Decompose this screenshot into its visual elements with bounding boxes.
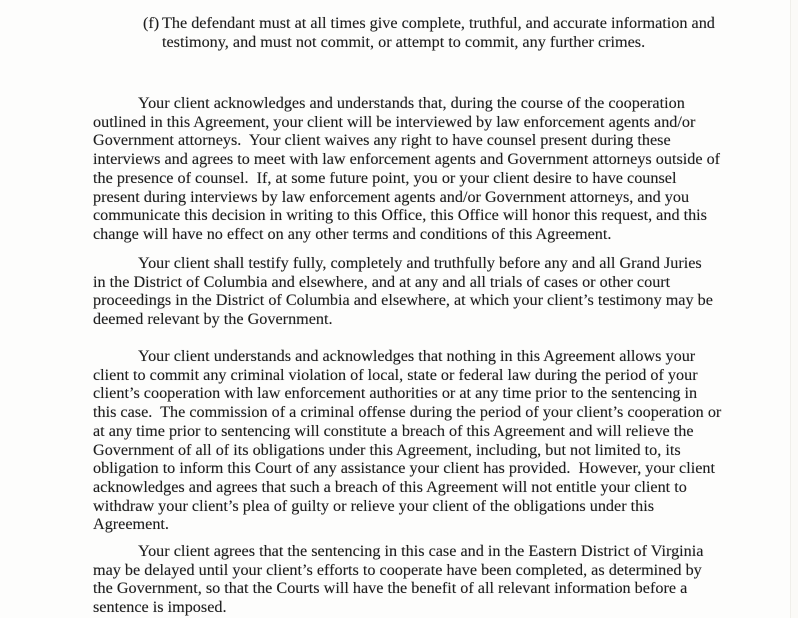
text-line: in the District of Columbia and elsewhere, and at any and all trials of cases or other court	[93, 272, 671, 291]
text-line: obligation to inform this Court of any assistance your client has provided. However, your client	[93, 459, 715, 478]
text-line: Your client understands and acknowledges that nothing in this Agreement allows your	[138, 347, 696, 365]
text-line: proceedings in the District of Columbia and elsewhere, at which your client’s testimony may be	[93, 291, 713, 310]
clause-f-text	[162, 14, 715, 51]
text-line: sentence is imposed.	[93, 598, 227, 617]
clause-f	[143, 14, 715, 51]
text-line: client to commit any criminal violation of local, state or federal law during the period of your	[93, 365, 698, 384]
paragraph-cooperation-interviews	[93, 94, 753, 244]
text-line: client’s cooperation with law enforcement authorities or at any time prior to the sentencing in	[93, 384, 698, 403]
paragraph-sentencing-delay	[93, 542, 753, 617]
text-line: interviews and agrees to meet with law enforcement agents and Government attorneys outside of	[93, 150, 721, 169]
text-line: the presence of counsel. If, at some future point, you or your client desire to have counsel	[93, 168, 677, 187]
text-line: may be delayed until your client’s efforts to cooperate have been completed, as determined by	[93, 560, 702, 579]
text-line: The defendant must at all times give complete, truthful, and accurate information and	[162, 14, 715, 32]
text-line: present during interviews by law enforcement agents and/or Government attorneys, and you	[93, 187, 690, 206]
text-line: deemed relevant by the Government.	[93, 310, 333, 329]
text-line: testimony, and must not commit, or attempt to commit, any further crimes.	[162, 32, 646, 51]
text-line: Your client acknowledges and understands that, during the course of the cooperation	[138, 94, 685, 112]
text-line: acknowledges and agrees that such a breach of this Agreement will not entitle your client to	[93, 477, 687, 496]
text-line: change will have no effect on any other terms and conditions of this Agreement.	[93, 224, 612, 243]
paragraph-breach-of-agreement	[93, 347, 753, 534]
clause-f-marker: (f)	[143, 14, 160, 32]
text-line: outlined in this Agreement, your client will be interviewed by law enforcement agents and/or	[93, 112, 696, 131]
paragraph-testify-grand-juries	[93, 254, 753, 329]
text-line: this case. The commission of a criminal offense during the period of your client’s cooperation or	[93, 403, 722, 422]
text-line: withdraw your client’s plea of guilty or relieve your client of the obligations under this	[93, 496, 655, 515]
scan-edge-artifact	[790, 0, 798, 618]
text-line: Your client shall testify fully, completely and truthfully before any and all Grand Juries	[138, 254, 702, 272]
text-line: at any time prior to sentencing will constitute a breach of this Agreement and will relieve the	[93, 421, 694, 440]
text-line: Government of all of its obligations under this Agreement, including, but not limited to, its	[93, 440, 681, 459]
text-line: communicate this decision in writing to this Office, this Office will honor this request, and this	[93, 206, 707, 225]
text-line: Your client agrees that the sentencing in this case and in the Eastern District of Virginia	[138, 542, 704, 560]
text-line: Agreement.	[93, 515, 169, 534]
text-line: the Government, so that the Courts will have the benefit of all relevant information before a	[93, 579, 688, 598]
text-line: Government attorneys. Your client waives any right to have counsel present during these	[93, 131, 671, 150]
